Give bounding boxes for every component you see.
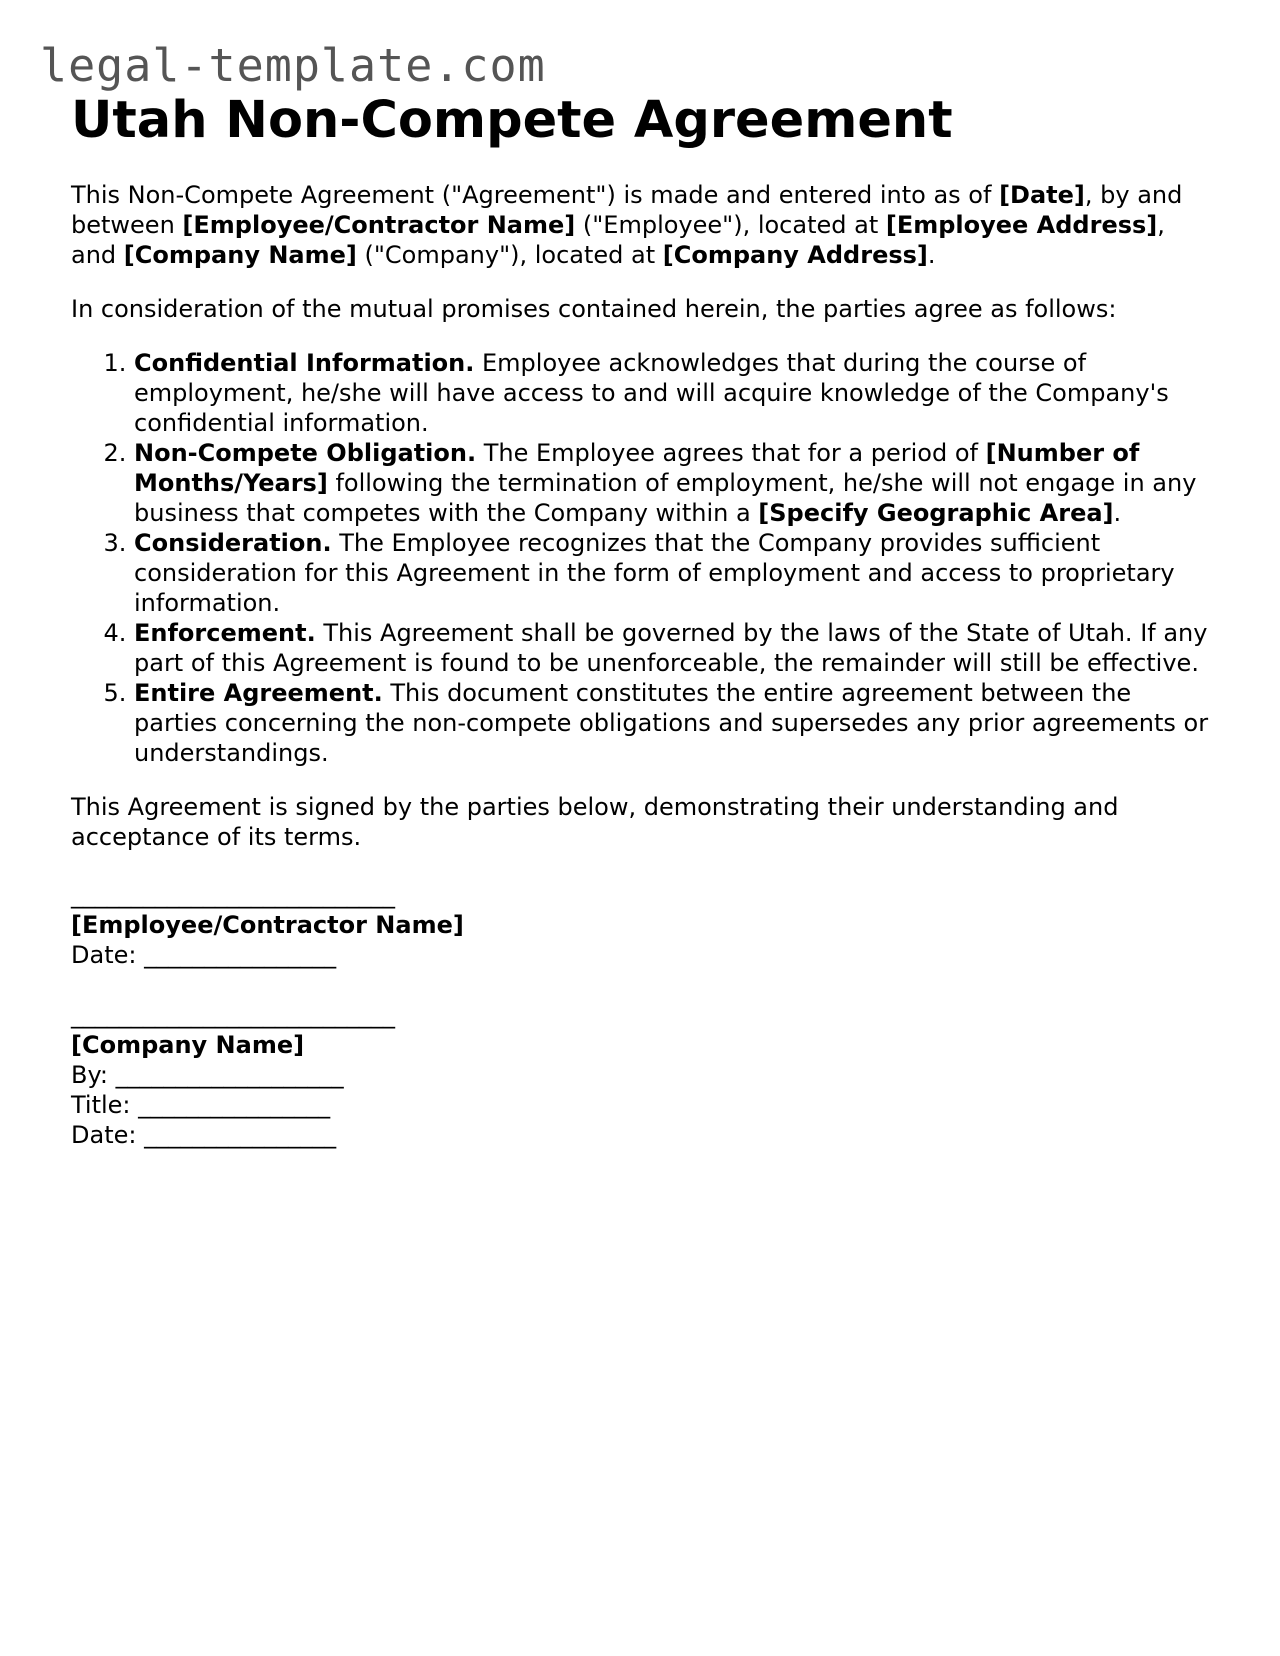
clause-entire-agreement: 5. Entire Agreement. This document constitutes the entire agreement between the parties concerning the non-compete obligations and supersedes any prior agreements or understandings. xyxy=(134,678,1211,768)
company-signature-line: ___________________________ xyxy=(71,1001,395,1029)
employee-name-placeholder: [Employee/Contractor Name] xyxy=(182,211,576,239)
watermark: legal-template.com xyxy=(40,39,546,92)
company-name-placeholder: [Company Name] xyxy=(123,241,357,269)
company-signature-by: By: ___________________ xyxy=(71,1061,344,1089)
document-page xyxy=(71,88,1211,1150)
company-signature-date: Date: ________________ xyxy=(71,1121,337,1149)
period-placeholder: [Number of Months/Years] xyxy=(134,439,1140,497)
date-placeholder: [Date] xyxy=(999,181,1085,209)
closing-paragraph: This Agreement is signed by the parties below, demonstrating their understanding and acceptance of its terms. xyxy=(71,793,1119,851)
document-title: Utah Non-Compete Agreement xyxy=(71,91,953,150)
company-signature-block xyxy=(71,1000,1211,1150)
employee-signature-line: ___________________________ xyxy=(71,881,395,909)
employee-address-placeholder: [Employee Address] xyxy=(885,211,1158,239)
area-placeholder: [Specify Geographic Area] xyxy=(758,499,1114,527)
employee-signature-date: Date: ________________ xyxy=(71,941,337,969)
clause-list xyxy=(71,348,1211,768)
intro-paragraph: This Non-Compete Agreement ("Agreement") is made and entered into as of [Date], by and between [Employee/Contractor Name] ("Employee"), located at [Employee Address], and [Company Name] ("Company"), located at [Company Address]. xyxy=(71,181,1183,269)
company-address-placeholder: [Company Address] xyxy=(662,241,928,269)
employee-signature-block xyxy=(71,880,1211,970)
clause-enforcement: 4. Enforcement. This Agreement shall be governed by the laws of the State of Utah. If any part of this Agreement is found to be unenforceable, the remainder will still be effective. xyxy=(134,618,1211,678)
clause-non-compete-obligation: 2. Non-Compete Obligation. The Employee agrees that for a period of [Number of Months/Years] following the termination of employment, he/she will not engage in any business that competes with the Company within a [Specify Geographic Area]. xyxy=(134,438,1211,528)
company-signature-name: [Company Name] xyxy=(71,1031,305,1059)
clause-confidential-information: 1. Confidential Information. Employee acknowledges that during the course of employment, he/she will have access to and will acquire knowledge of the Company's confidential information. xyxy=(134,348,1211,438)
consideration-paragraph: In consideration of the mutual promises contained herein, the parties agree as follows: xyxy=(71,295,1117,323)
clause-consideration: 3. Consideration. The Employee recognizes that the Company provides sufficient consideration for this Agreement in the form of employment and access to proprietary information. xyxy=(134,528,1211,618)
employee-signature-name: [Employee/Contractor Name] xyxy=(71,911,464,939)
company-signature-title: Title: ________________ xyxy=(71,1091,331,1119)
